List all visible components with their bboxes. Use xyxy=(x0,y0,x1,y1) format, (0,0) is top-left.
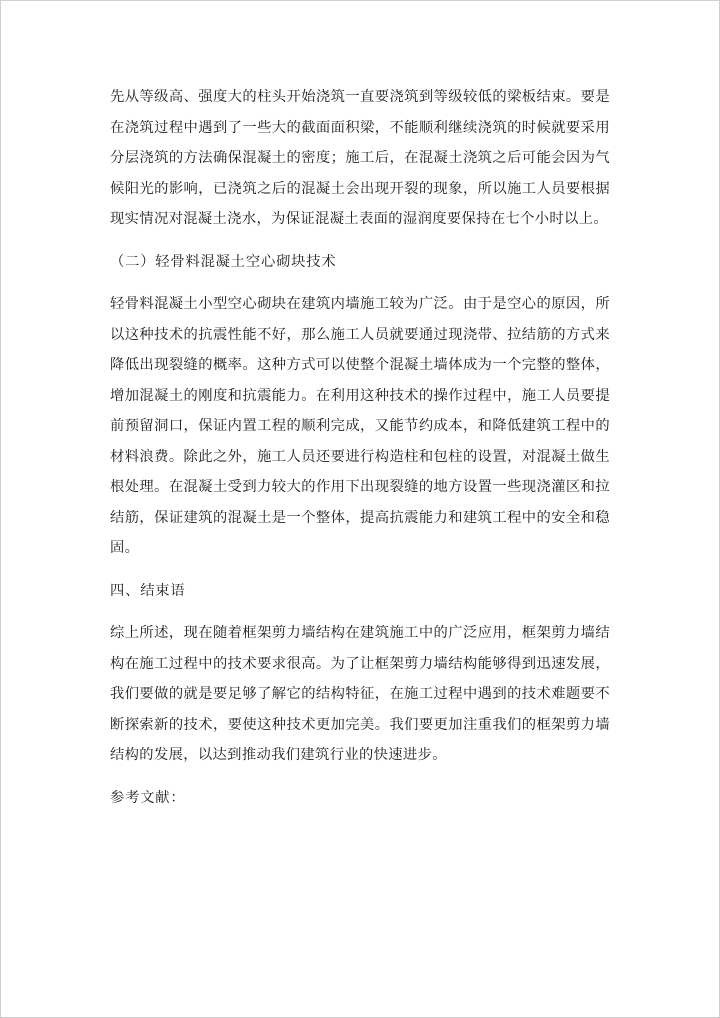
references-heading: 参考文献： xyxy=(110,789,186,806)
paragraph-pouring-sequence: 先从等级高、强度大的柱头开始浇筑一直要浇筑到等级较低的梁板结束。要是在浇筑过程中遇到了一些大的截面面积梁，不能顺利继续浇筑的时候就要采用分层浇筑的方法确保混凝土的密度；施工后，在混凝土浇筑之后可能会因为气候阳光的影响，已浇筑之后的混凝土会出现开裂的现象，所以施工人员要根据现实情况对混凝土浇水，为保证混凝土表面的湿润度要保持在七个小时以上。 xyxy=(110,89,610,227)
paragraph-conclusion: 综上所述，现在随着框架剪力墙结构在建筑施工中的广泛应用，框架剪力墙结构在施工过程中的技术要求很高。为了让框架剪力墙结构能够得到迅速发展，我们要做的就是要足够了解它的结构特征，在施工过程中遇到的技术难题要不断探索新的技术，要使这种技术更加完美。我们要更加注重我们的框架剪力墙结构的发展，以达到推动我们建筑行业的快速进步。 xyxy=(110,625,610,763)
document-body xyxy=(110,82,610,813)
paragraph-lightweight-block: 轻骨料混凝土小型空心砌块在建筑内墙施工较为广泛。由于是空心的原因，所以这种技术的抗震性能不好，那么施工人员就要通过现浇带、拉结筋的方式来降低出现裂缝的概率。这种方式可以使整个混凝土墙体成为一个完整的整体，增加混凝土的刚度和抗震能力。在利用这种技术的操作过程中，施工人员要提前预留洞口，保证内置工程的顺利完成，又能节约成本，和降低建筑工程中的材料浪费。除此之外，施工人员还要进行构造柱和包柱的设置，对混凝土做生根处理。在混凝土受到力较大的作用下出现裂缝的地方设置一些现浇灌区和拉结筋，保证建筑的混凝土是一个整体，提高抗震能力和建筑工程中的安全和稳固。 xyxy=(110,296,610,556)
section-heading-conclusion: 四、结束语 xyxy=(110,582,186,599)
section-heading-lightweight-block: （二）轻骨料混凝土空心砌块技术 xyxy=(110,253,337,270)
